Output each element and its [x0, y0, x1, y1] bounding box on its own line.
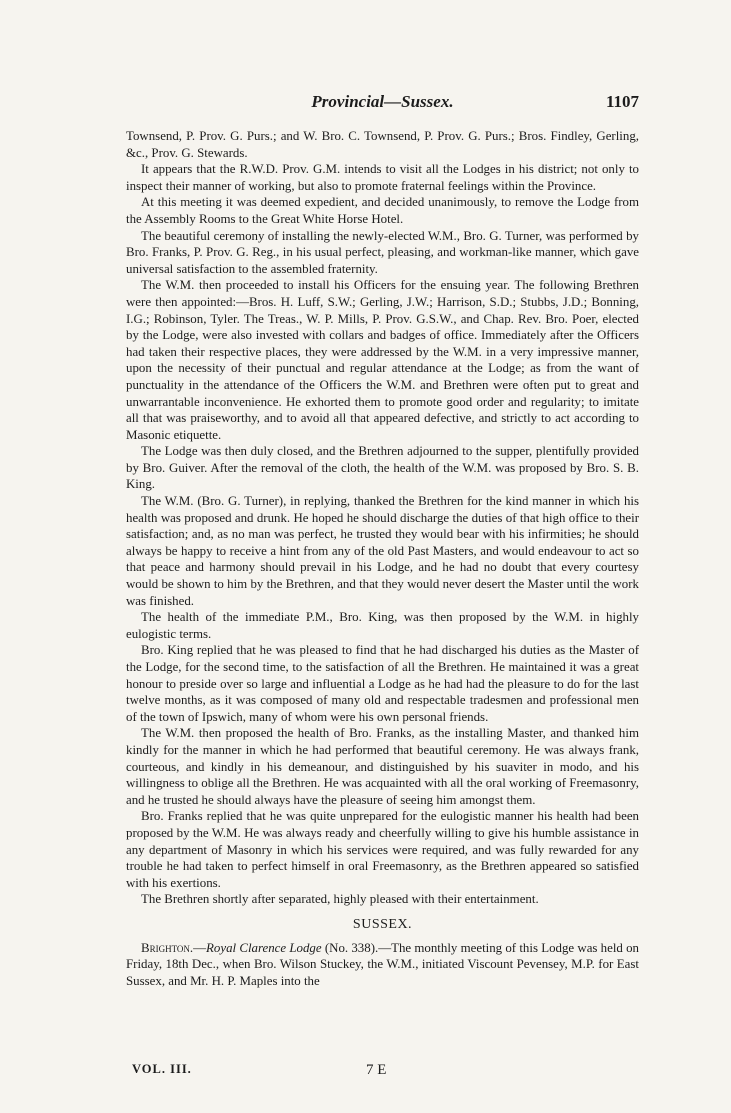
paragraph: The W.M. then proceeded to install his Officers for the ensuing year. The following Brethren were then appointed:—Bros. H. Luff, S.W.; Gerling, J.W.; Harrison, S.D.; Stubbs, J.D.; Bonning, I.G.; Robinson, Tyler. The Treas., W. P. Mills, P. Prov. G.S.W., and Chap. Rev. Bro. Poer, elected by the Lodge, were also invested with collars and badges of office. Immediately after the Officers had taken their respective places, they were addressed by the W.M. in a very impressive manner, upon the necessity of their punctual and regular attendance at the Lodge; as from the want of punctuality in the attendance of the Officers the W.M. and Brethren were often put to great and unwarrantable inconvenience. He exhorted them to promote good order and regularity; to imitate all that was praiseworthy, and to avoid all that appeared defective, and strictly to act according to Masonic etiquette. [126, 278, 639, 442]
paragraph: The Brethren shortly after separated, highly pleased with their entertainment. [141, 892, 539, 907]
lodge-name: Royal Clarence Lodge [206, 940, 322, 955]
paragraph: The health of the immediate P.M., Bro. King, was then proposed by the W.M. in highly eulogistic terms. [126, 610, 639, 641]
section-place: Brighton. [141, 940, 194, 955]
paragraph: The W.M. then proposed the health of Bro. Franks, as the installing Master, and thanked him kindly for the manner in which he had performed that beautiful ceremony. He was always frank, courteous, and kindly in his demeanour, and distinguished by his suaviter in modo, and his willingness to oblige all the Brethren. He was acquainted with all the oral working of Freemasonry, and he trusted he should always have the pleasure of seeing him amongst them. [126, 726, 639, 807]
paragraph: The Lodge was then duly closed, and the Brethren adjourned to the supper, plentifully provided by Bro. Guiver. After the removal of the cloth, the health of the W.M. was proposed by Bro. S. B. King. [126, 444, 639, 492]
section-text: (No. 338).—The monthly meeting of this Lodge was held on Friday, 18th Dec., when Bro. Wilson Stuckey, the W.M., initiated Viscount Pevensey, M.P. for East Sussex, and Mr. H. P. Maples into the [126, 940, 640, 988]
volume-label: VOL. III. [132, 1062, 192, 1076]
paragraph: It appears that the R.W.D. Prov. G.M. intends to visit all the Lodges in his district; not only to inspect their manner of working, but also to promote fraternal feelings within the Province. [126, 162, 639, 193]
paragraph: Bro. Franks replied that he was quite unprepared for the eulogistic manner his health had been proposed by the W.M. He was always ready and cheerfully willing to give his humble assistance in any department of Masonry in which his services were required, and was fully rewarded for any trouble he had taken to perfect himself in oral Freemasonry, as the Brethren appeared so satisfied with his exertions. [126, 809, 639, 890]
page-number: 1107 [605, 92, 639, 111]
page-footer [126, 1062, 639, 1082]
running-title: Provincial—Sussex. [311, 92, 454, 111]
signature-mark: 7 E [366, 1062, 387, 1078]
paragraph: At this meeting it was deemed expedient, and decided unanimously, to remove the Lodge from the Assembly Rooms to the Great White Horse Hotel. [126, 195, 639, 226]
article-body [126, 128, 639, 989]
dash: — [193, 940, 207, 955]
page-header [126, 92, 639, 114]
paragraph: The beautiful ceremony of installing the newly-elected W.M., Bro. G. Turner, was performed by Bro. Franks, P. Prov. G. Reg., in his usual perfect, pleasing, and workman-like manner, which gave universal satisfaction to the assembled fraternity. [126, 228, 639, 276]
section-heading: SUSSEX. [352, 916, 413, 932]
paragraph: The W.M. (Bro. G. Turner), in replying, thanked the Brethren for the kind manner in which his health was proposed and drunk. He hoped he should discharge the duties of that high office to their satisfaction; and, as no man was perfect, he trusted they would bear with his infirmities; he should always be happy to receive a hint from any of the old Past Masters, and would endeavour to act so that peace and harmony should prevail in his Lodge, and he had no doubt that every courtesy would be shown to him by the Brethren, and that they would never desert the Master until the work was finished. [126, 494, 639, 608]
section-paragraph [126, 940, 639, 990]
paragraph: Bro. King replied that he was pleased to find that he had discharged his duties as the Master of the Lodge, for the second time, to the satisfaction of all the Brethren. He maintained it was a great honour to preside over so large and influential a Lodge as he had had the pleasure to do for the last twelve months, as it was composed of many old and respectable tradesmen and professional men of the town of Ipswich, many of whom were his own personal friends. [126, 643, 639, 724]
paragraph: Townsend, P. Prov. G. Purs.; and W. Bro. C. Townsend, P. Prov. G. Purs.; Bros. Findley, Gerling, &c., Prov. G. Stewards. [126, 129, 639, 160]
